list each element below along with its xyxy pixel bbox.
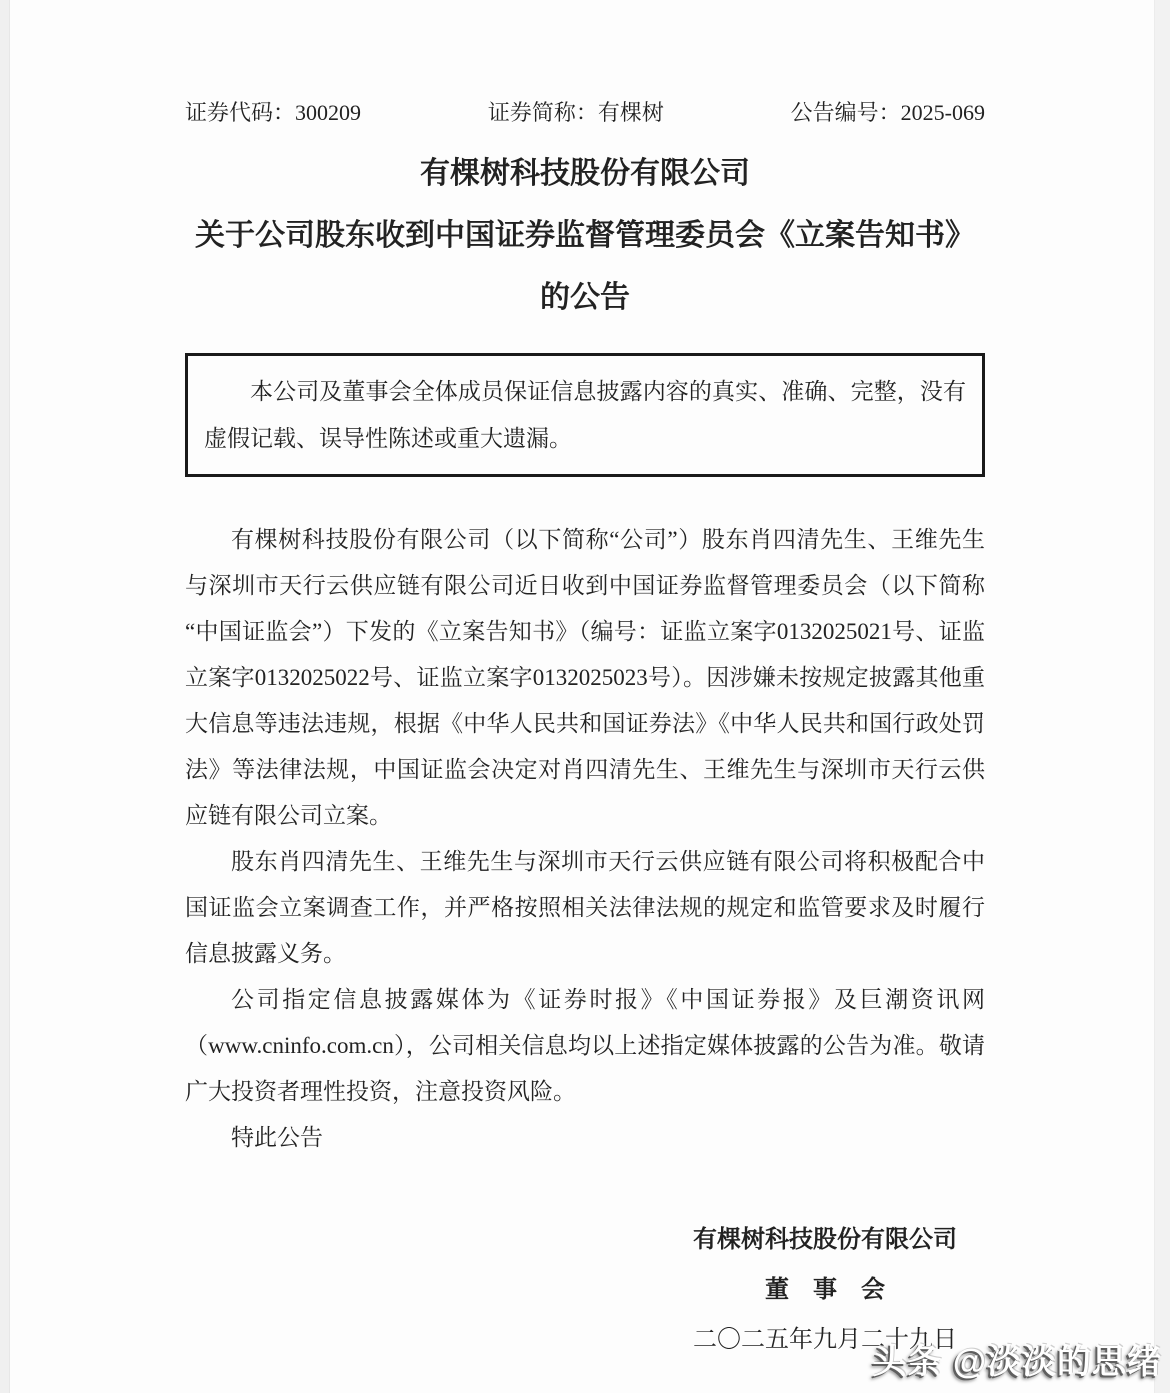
signature-board: 董 事 会: [765, 1277, 885, 1303]
page-left-edge: [0, 0, 10, 1393]
body-paragraph-2: 股东肖四清先生、王维先生与深圳市天行云供应链有限公司将积极配合中国证监会立案调查工作，并严格按照相关法律法规的规定和监管要求及时履行信息披露义务。: [185, 849, 985, 966]
signature-company: 有棵树科技股份有限公司: [693, 1227, 957, 1253]
document-title: [185, 143, 985, 329]
stock-code: 证券代码：300209: [185, 100, 362, 125]
closing-statement: 特此公告: [231, 1125, 323, 1150]
body-paragraph-1: 有棵树科技股份有限公司（以下简称“公司”）股东肖四清先生、王维先生与深圳市天行云供应链有限公司近日收到中国证券监督管理委员会（以下简称“中国证监会”）下发的《立案告知书》（编号：证监立案字0132025021号、证监立案字0132025022号、证监立案字0132025023号）。因涉嫌未按规定披露其他重大信息等违法违规，根据《中华人民共和国证券法》《中华人民共和国行政处罚法》等法律法规，中国证监会决定对肖四清先生、王维先生与深圳市天行云供应链有限公司立案。: [185, 527, 985, 828]
signature-date: 二〇二五年九月二十九日: [693, 1327, 957, 1353]
document-content: [185, 0, 985, 1365]
announcement-body: [185, 517, 985, 1161]
title-suffix-line: 的公告: [540, 281, 630, 314]
announcement-number: 公告编号：2025-069: [790, 100, 985, 125]
securities-header: [185, 101, 985, 125]
page-right-edge: [1154, 0, 1170, 1393]
title-company-line: 有棵树科技股份有限公司: [420, 157, 750, 190]
toutiao-watermark: 头条 @淡淡的思绪: [872, 1343, 1162, 1381]
title-subject-line: 关于公司股东收到中国证券监督管理委员会《立案告知书》: [195, 219, 975, 252]
disclaimer-box: [185, 353, 985, 477]
stock-abbreviation: 证券简称：有棵树: [487, 100, 664, 125]
disclaimer-text: 本公司及董事会全体成员保证信息披露内容的真实、准确、完整，没有虚假记载、误导性陈述或重大遗漏。: [204, 379, 966, 451]
body-paragraph-3: 公司指定信息披露媒体为《证券时报》《中国证券报》及巨潮资讯网（www.cninfo.com.cn），公司相关信息均以上述指定媒体披露的公告为准。敬请广大投资者理性投资，注意投资风险。: [185, 987, 985, 1104]
